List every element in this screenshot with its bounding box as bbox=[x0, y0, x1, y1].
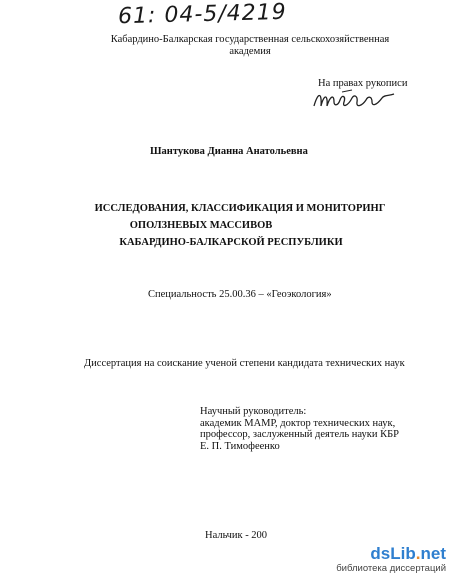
author-name: Шантукова Дианна Анатольевна bbox=[150, 146, 308, 157]
specialty: Специальность 25.00.36 – «Геоэкология» bbox=[148, 289, 332, 300]
title-line-3: КАБАРДИНО-БАЛКАРСКОЙ РЕСПУБЛИКИ bbox=[119, 237, 343, 248]
scientific-advisor bbox=[200, 406, 399, 452]
institution-line-2: академия bbox=[229, 46, 271, 57]
institution-name bbox=[100, 34, 400, 57]
advisor-title-line-2: профессор, заслуженный деятель науки КБР bbox=[200, 429, 399, 440]
advisor-name: Е. П. Тимофеенко bbox=[200, 440, 280, 452]
dissertation-title bbox=[90, 200, 390, 251]
handwritten-catalog-number: 61: 04-5/4219 bbox=[117, 0, 288, 30]
advisor-label: Научный руководитель: bbox=[200, 406, 307, 417]
watermark-subtitle: библиотека диссертаций bbox=[336, 563, 446, 574]
degree-statement: Диссертация на соискание ученой степени кандидата технических наук bbox=[84, 358, 405, 369]
title-line-2: ОПОЛЗНЕВЫХ МАССИВОВ bbox=[129, 220, 273, 231]
title-line-1: ИССЛЕДОВАНИЯ, КЛАССИФИКАЦИЯ И МОНИТОРИНГ bbox=[94, 203, 386, 214]
advisor-title-line-1: академик МАМР, доктор технических наук, bbox=[200, 417, 396, 429]
watermark-logo: dsLib.net bbox=[370, 544, 446, 563]
signature-icon bbox=[312, 88, 397, 112]
place-and-year: Нальчик - 200 bbox=[205, 530, 268, 541]
site-watermark[interactable] bbox=[336, 544, 446, 580]
rights-notice: На правах рукописи bbox=[318, 78, 408, 89]
institution-line-1: Кабардино-Балкарская государственная сельскохозяйственная bbox=[110, 34, 390, 45]
